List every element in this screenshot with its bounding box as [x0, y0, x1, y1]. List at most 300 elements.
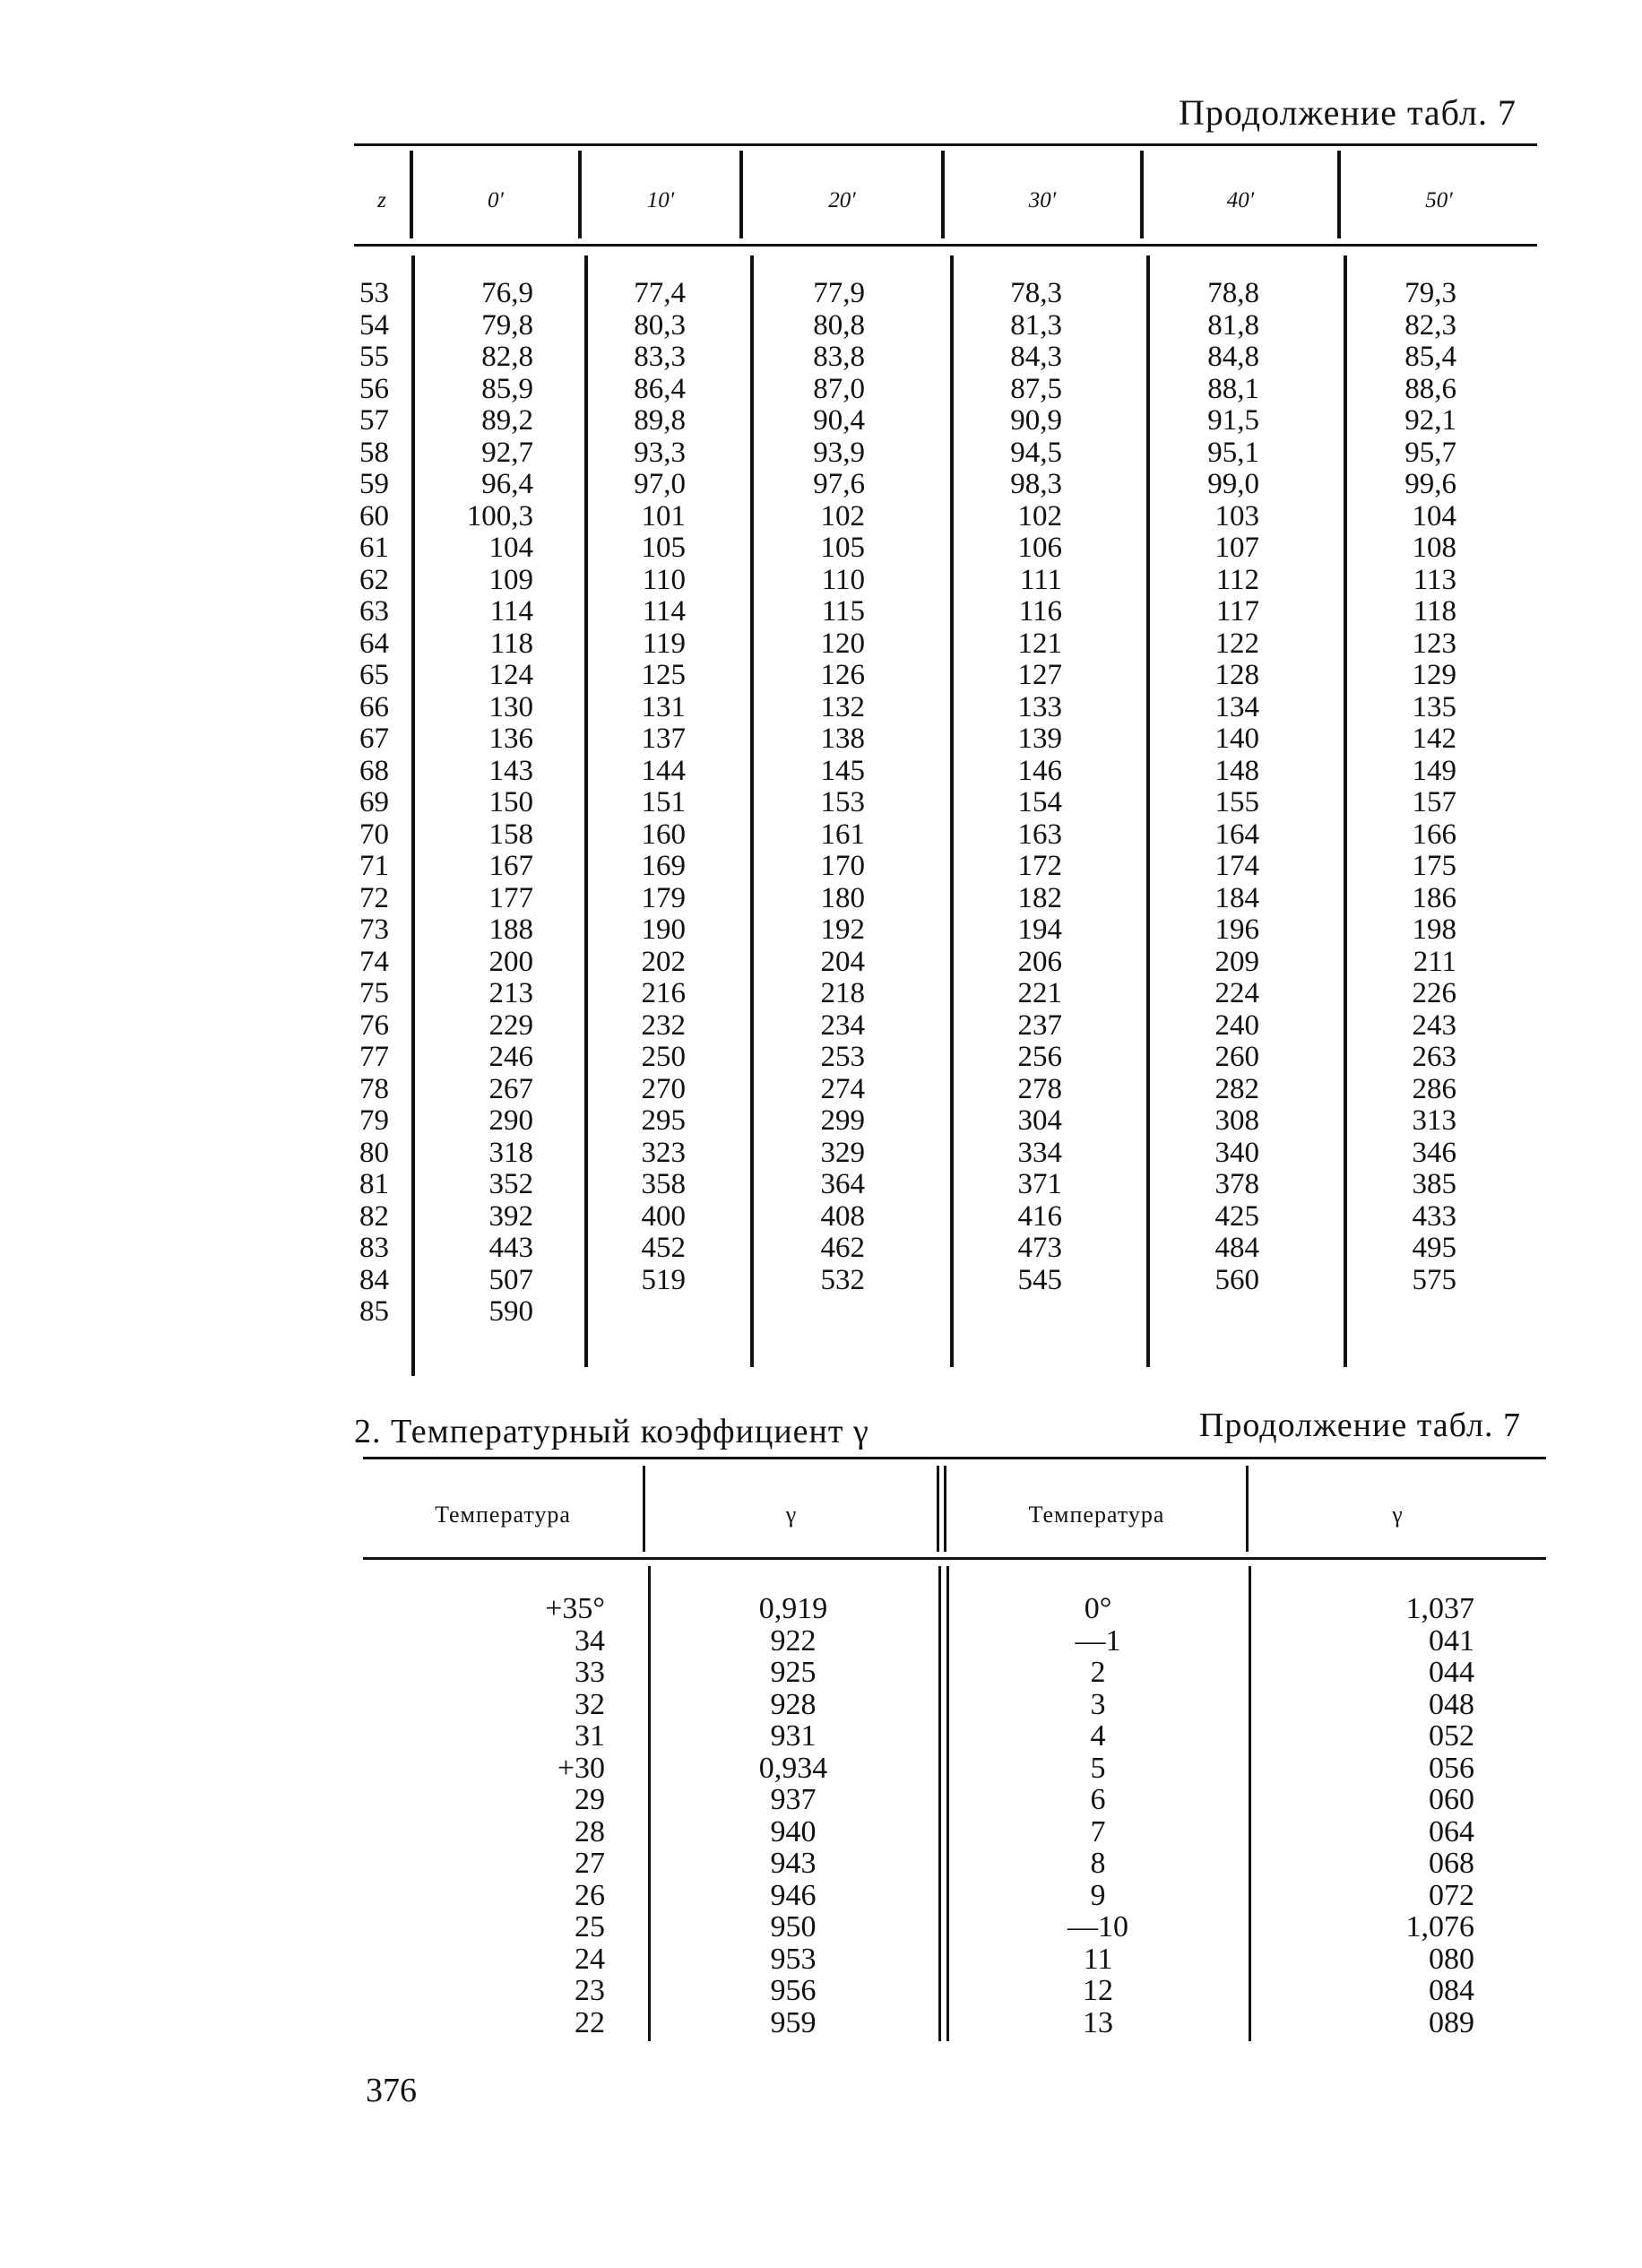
value-cell: 318 — [488, 1136, 533, 1169]
gamma-cell: 089 — [1429, 2005, 1474, 2039]
value-cell: 161 — [820, 818, 865, 851]
value-cell: 90,4 — [813, 404, 865, 437]
z-cell: 63 — [359, 595, 389, 628]
value-cell: 340 — [1214, 1136, 1259, 1169]
values-column-30min — [972, 278, 1062, 1296]
value-cell: 129 — [1412, 659, 1456, 691]
value-cell: 157 — [1412, 786, 1456, 818]
gamma-cell: 931 — [770, 1719, 817, 1753]
value-cell: 97,0 — [634, 468, 686, 500]
value-cell: 174 — [1214, 850, 1259, 882]
gamma-cell: 953 — [770, 1942, 817, 1976]
value-cell: 299 — [820, 1104, 865, 1137]
value-cell: 278 — [1017, 1072, 1062, 1105]
gamma-left-column — [704, 1593, 883, 2039]
value-cell: 130 — [488, 690, 533, 723]
table-top-rule — [363, 1457, 1546, 1459]
value-cell: 128 — [1214, 659, 1259, 691]
value-cell: 122 — [1214, 627, 1259, 660]
temperature-cell: —1 — [1075, 1623, 1121, 1658]
column-divider — [1249, 1566, 1251, 2041]
z-column — [359, 278, 404, 1329]
value-cell: 452 — [641, 1232, 686, 1264]
gamma-cell: 937 — [770, 1783, 817, 1816]
value-cell: 253 — [820, 1041, 865, 1073]
value-cell: 575 — [1412, 1263, 1456, 1296]
column-divider — [1246, 1466, 1249, 1552]
z-cell: 83 — [359, 1232, 389, 1264]
value-cell: 76,9 — [481, 277, 533, 309]
temperature-left-column — [426, 1593, 605, 2039]
z-cell: 73 — [359, 913, 389, 946]
value-cell: 371 — [1017, 1168, 1062, 1200]
temperature-cell: 22 — [575, 2005, 605, 2039]
value-cell: 114 — [642, 595, 686, 628]
column-divider — [750, 255, 754, 1367]
value-cell: 150 — [488, 786, 533, 818]
temperature-cell: 13 — [1083, 2005, 1113, 2039]
value-cell: 329 — [820, 1136, 865, 1169]
value-cell: 110 — [642, 563, 686, 596]
value-cell: 89,2 — [481, 404, 533, 437]
value-cell: 182 — [1017, 881, 1062, 914]
value-cell: 108 — [1412, 532, 1456, 564]
value-cell: 107 — [1214, 532, 1259, 564]
value-cell: 170 — [820, 850, 865, 882]
value-cell: 167 — [488, 850, 533, 882]
gamma-cell: 052 — [1429, 1719, 1474, 1753]
value-cell: 91,5 — [1207, 404, 1259, 437]
value-cell: 99,6 — [1404, 468, 1456, 500]
gamma-cell: 044 — [1429, 1656, 1474, 1689]
value-cell: 151 — [641, 786, 686, 818]
value-cell: 172 — [1017, 850, 1062, 882]
page-number: 376 — [366, 2072, 417, 2109]
z-cell: 72 — [359, 881, 389, 914]
value-cell: 142 — [1412, 723, 1456, 755]
value-cell: 118 — [489, 627, 533, 660]
column-divider — [648, 1566, 651, 2041]
value-cell: 110 — [821, 563, 865, 596]
value-cell: 144 — [641, 754, 686, 787]
header-z: z — [377, 188, 386, 212]
value-cell: 136 — [488, 723, 533, 755]
value-cell: 98,3 — [1010, 468, 1062, 500]
column-divider — [938, 1566, 941, 2041]
value-cell: 117 — [1215, 595, 1259, 628]
value-cell: 146 — [1017, 754, 1062, 787]
value-cell: 118 — [1413, 595, 1456, 628]
temperature-cell: —10 — [1067, 1910, 1128, 1943]
value-cell: 131 — [641, 690, 686, 723]
value-cell: 184 — [1214, 881, 1259, 914]
value-cell: 206 — [1017, 945, 1062, 978]
value-cell: 143 — [488, 754, 533, 787]
gamma-cell: 064 — [1429, 1814, 1474, 1848]
z-cell: 61 — [359, 532, 389, 564]
gamma-cell: 940 — [770, 1814, 817, 1848]
temperature-cell: 25 — [575, 1910, 605, 1943]
gamma-cell: 041 — [1429, 1623, 1474, 1658]
temperature-cell: 6 — [1090, 1783, 1106, 1816]
z-cell: 77 — [359, 1041, 389, 1073]
value-cell: 145 — [820, 754, 865, 787]
value-cell: 80,8 — [813, 308, 865, 342]
column-divider — [643, 1466, 645, 1552]
value-cell: 112 — [1215, 563, 1259, 596]
z-cell: 76 — [359, 1008, 389, 1042]
value-cell: 105 — [641, 532, 686, 564]
gamma-right-column — [1295, 1593, 1474, 2039]
value-cell: 256 — [1017, 1041, 1062, 1073]
temperature-cell: +30 — [557, 1751, 605, 1785]
gamma-cell: 048 — [1429, 1687, 1474, 1721]
value-cell: 85,9 — [481, 372, 533, 405]
z-cell: 59 — [359, 468, 389, 500]
z-cell: 62 — [359, 563, 389, 596]
z-cell: 81 — [359, 1168, 389, 1200]
value-cell: 148 — [1214, 754, 1259, 787]
gamma-cell: 060 — [1429, 1783, 1474, 1816]
value-cell: 84,3 — [1010, 341, 1062, 373]
temperature-cell: 5 — [1090, 1751, 1106, 1785]
value-cell: 290 — [488, 1104, 533, 1137]
value-cell: 104 — [1412, 499, 1456, 532]
z-cell: 78 — [359, 1072, 389, 1105]
value-cell: 135 — [1412, 690, 1456, 723]
value-cell: 94,5 — [1010, 436, 1062, 469]
value-cell: 507 — [488, 1263, 533, 1296]
z-cell: 85 — [359, 1295, 389, 1328]
temperature-cell: 11 — [1083, 1942, 1113, 1976]
gamma-cell: 080 — [1429, 1942, 1474, 1976]
value-cell: 105 — [820, 532, 865, 564]
temperature-cell: 23 — [575, 1974, 605, 2007]
value-cell: 194 — [1017, 913, 1062, 946]
value-cell: 95,7 — [1404, 436, 1456, 469]
values-column-50min — [1367, 278, 1456, 1296]
value-cell: 232 — [641, 1008, 686, 1042]
column-divider — [944, 1466, 946, 1552]
value-cell: 385 — [1412, 1168, 1456, 1200]
value-cell: 334 — [1017, 1136, 1062, 1169]
gamma-cell: 943 — [770, 1847, 817, 1880]
column-divider — [1146, 255, 1150, 1367]
value-cell: 84,8 — [1207, 341, 1259, 373]
value-cell: 137 — [641, 723, 686, 755]
z-cell: 64 — [359, 627, 389, 660]
z-cell: 70 — [359, 818, 389, 851]
temperature-cell: 7 — [1090, 1814, 1106, 1848]
header-temperature-left: Температура — [435, 1502, 571, 1528]
temperature-cell: 12 — [1083, 1974, 1113, 2007]
temperature-cell: +35° — [545, 1592, 605, 1625]
value-cell: 87,5 — [1010, 372, 1062, 405]
value-cell: 79,8 — [481, 308, 533, 342]
z-cell: 69 — [359, 786, 389, 818]
value-cell: 83,3 — [634, 341, 686, 373]
value-cell: 260 — [1214, 1041, 1259, 1073]
value-cell: 123 — [1412, 627, 1456, 660]
value-cell: 416 — [1017, 1199, 1062, 1233]
z-cell: 74 — [359, 945, 389, 978]
value-cell: 82,3 — [1404, 308, 1456, 342]
gamma-cell: 072 — [1429, 1878, 1474, 1912]
value-cell: 121 — [1017, 627, 1062, 660]
column-divider — [937, 1466, 939, 1552]
value-cell: 102 — [820, 499, 865, 532]
value-cell: 134 — [1214, 690, 1259, 723]
gamma-cell: 0,934 — [758, 1751, 828, 1785]
header-0min: 0′ — [488, 188, 504, 212]
value-cell: 308 — [1214, 1104, 1259, 1137]
value-cell: 211 — [1413, 945, 1456, 978]
value-cell: 263 — [1412, 1041, 1456, 1073]
gamma-cell: 1,076 — [1405, 1910, 1474, 1943]
gamma-cell: 0,919 — [758, 1592, 828, 1625]
value-cell: 204 — [820, 945, 865, 978]
gamma-cell: 922 — [770, 1623, 817, 1658]
value-cell: 109 — [488, 563, 533, 596]
value-cell: 200 — [488, 945, 533, 978]
value-cell: 79,3 — [1404, 277, 1456, 309]
value-cell: 140 — [1214, 723, 1259, 755]
value-cell: 158 — [488, 818, 533, 851]
value-cell: 358 — [641, 1168, 686, 1200]
value-cell: 286 — [1412, 1072, 1456, 1105]
table-2-continuation-label: Продолжение табл. 7 — [1198, 1407, 1521, 1444]
value-cell: 132 — [820, 690, 865, 723]
value-cell: 111 — [1019, 563, 1062, 596]
value-cell: 81,8 — [1207, 308, 1259, 342]
value-cell: 153 — [820, 786, 865, 818]
header-gamma-left: γ — [785, 1502, 798, 1528]
value-cell: 88,6 — [1404, 372, 1456, 405]
value-cell: 188 — [488, 913, 533, 946]
values-column-20min — [775, 278, 865, 1296]
value-cell: 124 — [488, 659, 533, 691]
value-cell: 190 — [641, 913, 686, 946]
z-cell: 57 — [359, 404, 389, 437]
temperature-cell: 26 — [575, 1878, 605, 1912]
value-cell: 116 — [1018, 595, 1062, 628]
value-cell: 198 — [1412, 913, 1456, 946]
gamma-cell: 950 — [770, 1910, 817, 1943]
gamma-cell: 925 — [770, 1656, 817, 1689]
value-cell: 164 — [1214, 818, 1259, 851]
value-cell: 186 — [1412, 881, 1456, 914]
z-cell: 80 — [359, 1136, 389, 1169]
value-cell: 196 — [1214, 913, 1259, 946]
z-cell: 55 — [359, 341, 389, 373]
value-cell: 83,8 — [813, 341, 865, 373]
value-cell: 560 — [1214, 1263, 1259, 1296]
table-top-rule — [354, 143, 1537, 146]
header-temperature-right: Температура — [1028, 1502, 1165, 1528]
value-cell: 125 — [641, 659, 686, 691]
z-cell: 54 — [359, 308, 389, 342]
z-cell: 79 — [359, 1104, 389, 1137]
temperature-cell: 24 — [575, 1942, 605, 1976]
value-cell: 126 — [820, 659, 865, 691]
value-cell: 179 — [641, 881, 686, 914]
table-header-rule — [354, 244, 1537, 247]
value-cell: 103 — [1214, 499, 1259, 532]
value-cell: 218 — [820, 977, 865, 1009]
z-cell: 84 — [359, 1263, 389, 1296]
value-cell: 163 — [1017, 818, 1062, 851]
values-column-40min — [1170, 278, 1259, 1296]
value-cell: 77,4 — [634, 277, 686, 309]
value-cell: 224 — [1214, 977, 1259, 1009]
gamma-cell: 068 — [1429, 1847, 1474, 1880]
value-cell: 92,1 — [1404, 404, 1456, 437]
value-cell: 400 — [641, 1199, 686, 1233]
value-cell: 192 — [820, 913, 865, 946]
value-cell: 175 — [1412, 850, 1456, 882]
value-cell: 177 — [488, 881, 533, 914]
value-cell: 89,8 — [634, 404, 686, 437]
z-cell: 71 — [359, 850, 389, 882]
value-cell: 267 — [488, 1072, 533, 1105]
gamma-cell: 084 — [1429, 1974, 1474, 2007]
temperature-cell: 8 — [1090, 1847, 1106, 1880]
value-cell: 106 — [1017, 532, 1062, 564]
value-cell: 378 — [1214, 1168, 1259, 1200]
value-cell: 97,6 — [813, 468, 865, 500]
z-cell: 65 — [359, 659, 389, 691]
values-column-10min — [596, 278, 686, 1296]
value-cell: 425 — [1214, 1199, 1259, 1233]
header-gamma-right: γ — [1392, 1502, 1404, 1528]
value-cell: 139 — [1017, 723, 1062, 755]
value-cell: 96,4 — [481, 468, 533, 500]
value-cell: 313 — [1412, 1104, 1456, 1137]
value-cell: 229 — [488, 1008, 533, 1042]
value-cell: 226 — [1412, 977, 1456, 1009]
value-cell: 90,9 — [1010, 404, 1062, 437]
value-cell: 473 — [1017, 1232, 1062, 1264]
value-cell: 101 — [641, 499, 686, 532]
value-cell: 87,0 — [813, 372, 865, 405]
table-header-rule — [363, 1557, 1546, 1560]
value-cell: 484 — [1214, 1232, 1259, 1264]
value-cell: 138 — [820, 723, 865, 755]
value-cell: 462 — [820, 1232, 865, 1264]
header-10min: 10′ — [646, 188, 675, 212]
value-cell: 304 — [1017, 1104, 1062, 1137]
gamma-cell: 956 — [770, 1974, 817, 2007]
z-cell: 75 — [359, 977, 389, 1009]
value-cell: 270 — [641, 1072, 686, 1105]
value-cell: 133 — [1017, 690, 1062, 723]
value-cell: 92,7 — [481, 436, 533, 469]
header-20min: 20′ — [828, 188, 856, 212]
value-cell: 209 — [1214, 945, 1259, 978]
value-cell: 202 — [641, 945, 686, 978]
value-cell: 250 — [641, 1041, 686, 1073]
value-cell: 88,1 — [1207, 372, 1259, 405]
temperature-cell: 32 — [575, 1687, 605, 1721]
value-cell: 115 — [821, 595, 865, 628]
temperature-cell: 28 — [575, 1814, 605, 1848]
value-cell: 545 — [1017, 1263, 1062, 1296]
value-cell: 127 — [1017, 659, 1062, 691]
value-cell: 149 — [1412, 754, 1456, 787]
column-divider — [1344, 255, 1347, 1367]
value-cell: 282 — [1214, 1072, 1259, 1105]
value-cell: 102 — [1017, 499, 1062, 532]
gamma-cell: 928 — [770, 1687, 817, 1721]
value-cell: 85,4 — [1404, 341, 1456, 373]
temperature-cell: 0° — [1084, 1592, 1112, 1625]
value-cell: 532 — [820, 1263, 865, 1296]
value-cell: 323 — [641, 1136, 686, 1169]
z-cell: 53 — [359, 277, 389, 309]
temperature-cell: 34 — [575, 1623, 605, 1658]
value-cell: 119 — [642, 627, 686, 660]
value-cell: 93,3 — [634, 436, 686, 469]
value-cell: 154 — [1017, 786, 1062, 818]
temperature-cell: 27 — [575, 1847, 605, 1880]
gamma-cell: 1,037 — [1405, 1592, 1474, 1625]
value-cell: 95,1 — [1207, 436, 1259, 469]
value-cell: 216 — [641, 977, 686, 1009]
gamma-cell: 959 — [770, 2005, 817, 2039]
z-cell: 67 — [359, 723, 389, 755]
value-cell: 166 — [1412, 818, 1456, 851]
value-cell: 78,8 — [1207, 277, 1259, 309]
value-cell: 433 — [1412, 1199, 1456, 1233]
temperature-cell: 2 — [1090, 1656, 1106, 1689]
value-cell: 234 — [820, 1008, 865, 1042]
header-50min: 50′ — [1425, 188, 1453, 212]
value-cell: 82,8 — [481, 341, 533, 373]
value-cell: 392 — [488, 1199, 533, 1233]
gamma-cell: 946 — [770, 1878, 817, 1912]
value-cell: 240 — [1214, 1008, 1259, 1042]
value-cell: 519 — [641, 1263, 686, 1296]
temperature-cell: 9 — [1090, 1878, 1106, 1912]
value-cell: 590 — [488, 1295, 533, 1328]
value-cell: 120 — [820, 627, 865, 660]
value-cell: 114 — [489, 595, 533, 628]
value-cell: 274 — [820, 1072, 865, 1105]
column-divider — [946, 1566, 949, 2041]
value-cell: 243 — [1412, 1008, 1456, 1042]
value-cell: 81,3 — [1010, 308, 1062, 342]
z-cell: 56 — [359, 372, 389, 405]
z-cell: 58 — [359, 436, 389, 469]
value-cell: 295 — [641, 1104, 686, 1137]
value-cell: 77,9 — [813, 277, 865, 309]
value-cell: 113 — [1413, 563, 1456, 596]
value-cell: 408 — [820, 1199, 865, 1233]
value-cell: 495 — [1412, 1232, 1456, 1264]
table-2-title: 2. Температурный коэффициент γ — [354, 1413, 869, 1450]
z-cell: 60 — [359, 499, 389, 532]
values-column-0min — [408, 278, 533, 1329]
value-cell: 364 — [820, 1168, 865, 1200]
value-cell: 155 — [1214, 786, 1259, 818]
value-cell: 221 — [1017, 977, 1062, 1009]
value-cell: 346 — [1412, 1136, 1456, 1169]
value-cell: 93,9 — [813, 436, 865, 469]
temperature-cell: 31 — [575, 1719, 605, 1753]
header-30min: 30′ — [1028, 188, 1057, 212]
temperature-cell: 29 — [575, 1783, 605, 1816]
value-cell: 86,4 — [634, 372, 686, 405]
